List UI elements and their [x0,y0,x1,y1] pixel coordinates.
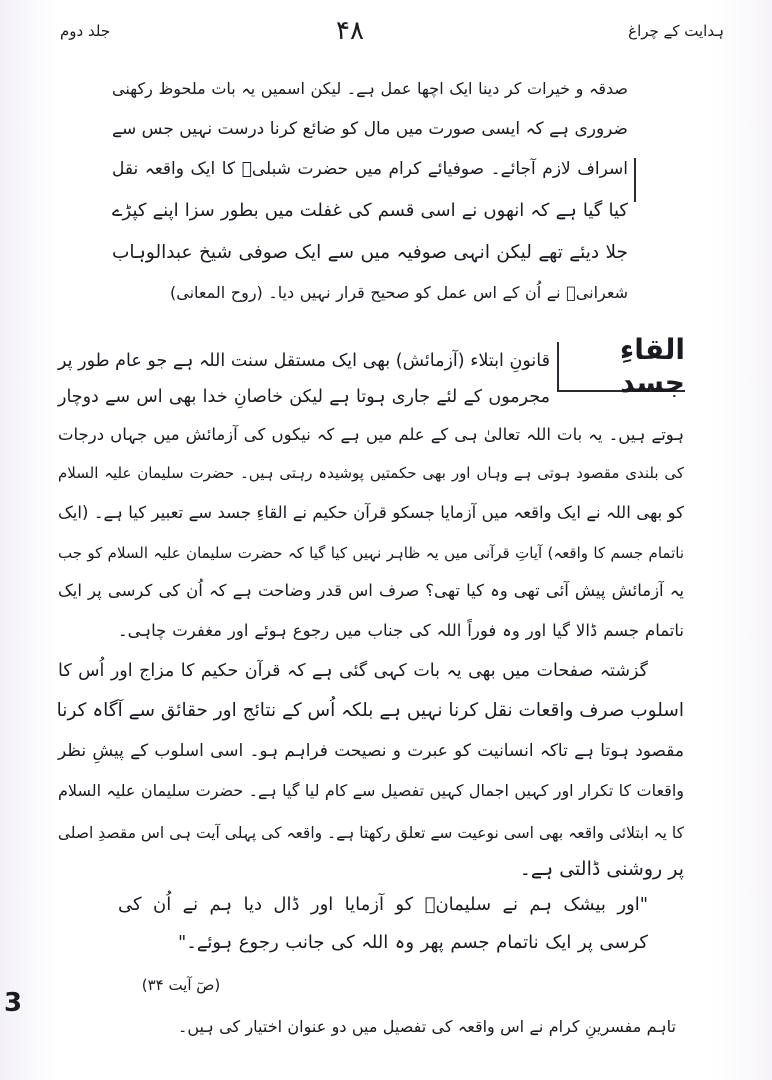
text-line: اسلوب صرف واقعات نقل کرنا نہیں ہے بلکہ اُس کے نتائج اور حقائق سے آگاہ کرنا [56,700,684,721]
text-line: یہ آزمائش پیش آئی تھی وہ کیا تھی؟ صرف اس قدر وضاحت ہے کہ اُن کی کرسی پر ایک [58,581,684,600]
text-line: کی بلندی مقصود ہوتی ہے وہاں اور بھی حکمتیں پوشیدہ رہتی ہیں۔ حضرت سلیمان علیہ السلام [58,464,684,482]
text-line: پر روشنی ڈالتی ہے۔ [519,858,684,880]
text-line: اسراف لازم آجائے۔ صوفیائے کرام میں حضرت شبلیؒ کا ایک واقعہ نقل [112,159,628,179]
text-line: مجرموں کے لئے جاری ہوتا ہے لیکن خاصانِ خدا بھی اس سے دوچار [58,387,550,407]
section-heading: القاءِ جسد [557,342,685,392]
text-line: ہوتے ہیں۔ یہ بات اللہ تعالیٰ ہی کے علم میں ہے کہ نیکوں کی آزمائش میں جہاں درجات [58,425,684,444]
text-line: واقعات کا تکرار اور کہیں اجمال کہیں تفصیل سے کام لیا گیا ہے۔ حضرت سلیمان علیہ السلام [58,781,684,800]
quote-reference: (صٓ آیت ۳۴) [141,976,221,994]
quote-line: کرسی پر ایک ناتمام جسم پھر وہ اللہ کی جانب رجوع ہوئے۔" [178,932,648,953]
margin-mark [634,158,636,202]
text-line: قانونِ ابتلاء (آزمائش) بھی ایک مستقل سنت اللہ ہے جو عام طور پر [58,351,550,371]
corner-mark: 3 [4,988,23,1018]
text-line: صدقہ و خیرات کر دینا ایک اچھا عمل ہے۔ لیکن اسمیں یہ بات ملحوظ رکھنی [112,79,628,98]
text-line: کا یہ ابتلائی واقعہ بھی اسی نوعیت سے تعلق رکھتا ہے۔ واقعہ کی پہلی آیت ہی اس مقصدِ اصلی [57,824,684,842]
text-line: ناتمام جسم کا واقعہ) آیاتِ قرآنی میں یہ ظاہر نہیں کیا گیا کہ حضرت سلیمان علیہ السلام کو جب [58,544,684,562]
book-title: ہدایت کے چراغ [628,22,724,40]
page-number: ۴۸ [336,16,364,46]
text-line: مقصود ہوتا ہے تاکہ انسانیت کو عبرت و نصیحت فراہم ہو۔ اسی اسلوب کے پیشِ نظر [58,741,684,761]
text-line: ناتمام جسم ڈالا گیا اور وہ فوراً اللہ کی جناب میں رجوع ہوئے اور مغفرت چاہی۔ [118,621,684,640]
text-line: گزشتہ صفحات میں بھی یہ بات کہی گئی ہے کہ قرآن حکیم کا مزاج اور اُس کا [58,661,648,681]
volume-label: جلد دوم [60,22,111,40]
text-line: جلا دیئے تھے لیکن انہی صوفیہ میں سے ایک صوفی شیخ عبدالوہاب [112,242,628,263]
text-line: شعرانیؒ نے اُن کے اس عمل کو صحیح قرار نہیں دیا۔ (روح المعانی) [170,283,628,302]
text-line: کو بھی اللہ نے ایک واقعہ میں آزمایا جسکو قرآن حکیم نے القاءِ جسد سے تعبیر کیا ہے۔ (ایک [58,503,684,522]
quote-line: "اور بیشک ہم نے سلیمانؑ کو آزمایا اور ڈال دیا ہم نے اُن کی [118,894,648,915]
text-line: کیا گیا ہے کہ انھوں نے اسی قسم کی غفلت میں بطور سزا اپنے کپڑے [112,200,628,221]
closing-line: تاہم مفسرینِ کرام نے اس واقعہ کی تفصیل میں دو عنوان اختیار کی ہیں۔ [178,1017,676,1036]
text-line: ضروری ہے کہ ایسی صورت میں مال کو ضائع کرنا درست نہیں جس سے [112,119,628,139]
